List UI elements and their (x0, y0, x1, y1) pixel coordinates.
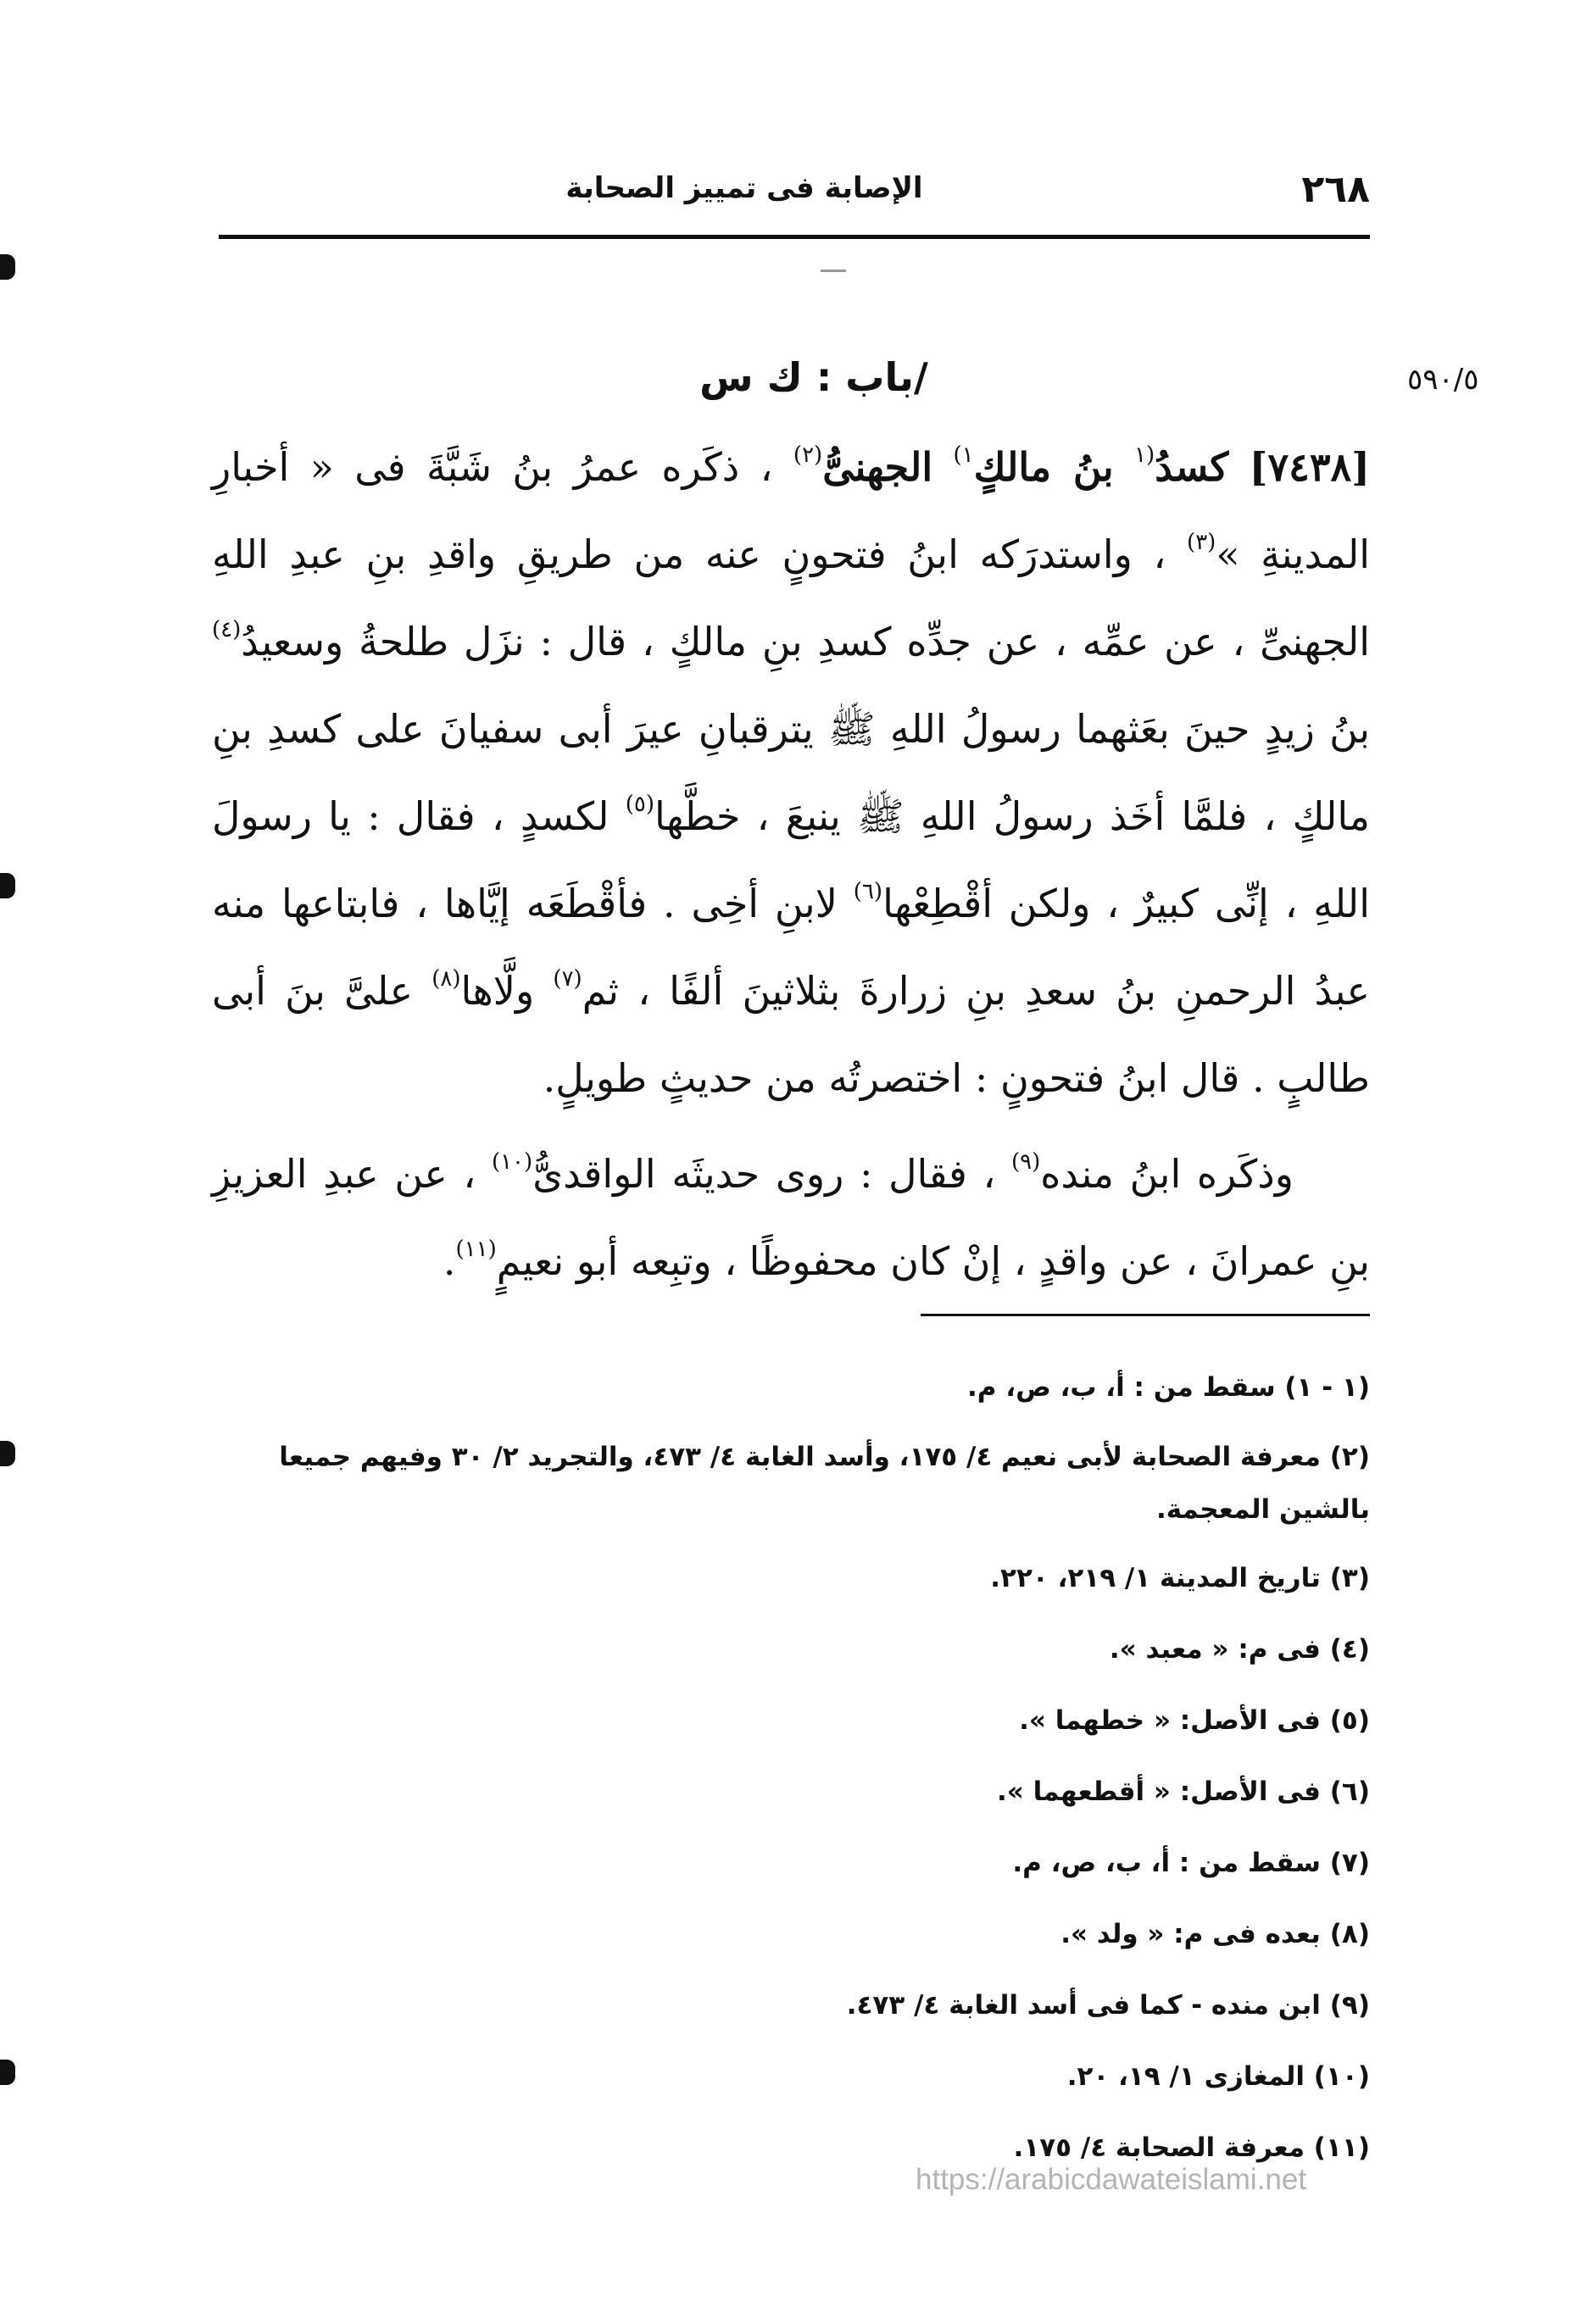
entry-name-2: بنُ مالكٍ (973, 444, 1114, 490)
footnote-10: (١٠) المغازى ١/ ١٩، ٢٠. (1066, 2061, 1370, 2092)
para2-text-4: . (443, 1238, 456, 1284)
binding-mark (0, 1441, 15, 1466)
entry-text-4: لكسدٍ ، فقال : يا رسولَ اللهِ ، إنِّى كبيرٌ ، ولكن أقْطِعْها (212, 793, 1370, 926)
footnote-ref-5: (٥) (625, 792, 655, 817)
entry-name-3: الجهنىُّ (822, 444, 933, 490)
footnote-7: (٧) سقط من : أ، ب، ص، م. (1012, 1848, 1370, 1878)
footnote-ref-9: (٩) (1010, 1149, 1041, 1175)
footnote-6: (٦) فى الأصل: « أقطعهما ». (997, 1776, 1370, 1807)
footnote-ref-8: (٨) (431, 966, 461, 992)
entry-number: [٧٤٣٨] (1249, 444, 1371, 490)
entry-text-1: ، ذكَره عمرُ بنُ شَبَّةَ فى « أخبارِ المدينةِ » (212, 444, 1370, 577)
footnote-ref-1a: (١ (1134, 442, 1155, 468)
footnote-ref-11: (١١) (455, 1237, 497, 1262)
binding-mark (0, 2060, 15, 2085)
footnote-2: (٢) معرفة الصحابة لأبى نعيم ٤/ ١٧٥، وأسد الغابة ٤/ ٤٧٣، والتجريد ٢/ ٣٠ وفيهم جميعا بالشين المعجمة. (279, 1442, 1370, 1525)
footnote-8: (٨) بعده فى م: « ولد ». (1060, 1919, 1370, 1949)
entry-name-1: كسدُ (1155, 444, 1229, 490)
footnote-ref-1b: ١) (953, 442, 974, 468)
footnote-ref-7: (٧) (553, 966, 582, 992)
footnote-9: (٩) ابن منده - كما فى أسد الغابة ٤/ ٤٧٣. (846, 1990, 1370, 2021)
page-number: ٢٦٨ (1301, 168, 1370, 211)
entry-text-7: علىَّ بنَ أبى طالبٍ . قال ابنُ فتحونٍ : اختصرتُه من حديثٍ طويلٍ. (212, 968, 1370, 1101)
entry-paragraph-2 (212, 1131, 1370, 1305)
page-header (220, 161, 1370, 220)
entry-text-6: ولَّاها (460, 968, 535, 1014)
footnote-4: (٤) فى م: « معبد ». (1109, 1634, 1370, 1665)
para2-text-3: ، عن عبدِ العزيزِ بنِ عمرانَ ، عن واقدٍ ، إنْ كان محفوظًا ، وتبِعه أبو نعيمٍ (212, 1151, 1370, 1284)
footnote-ref-3: (٣) (1187, 530, 1216, 555)
binding-mark (0, 254, 15, 280)
footnote-ref-4: (٤) (212, 617, 242, 642)
entry-text-3: بنُ زيدٍ حينَ بعَثهما رسولُ اللهِ ﷺ يترقبانِ عيرَ أبى سفيانَ على كسدِ بنِ مالكٍ ، فلمَّا أخَذ رسولُ اللهِ ﷺ ينبعَ ، خطَّها (212, 706, 1371, 839)
header-rule (219, 235, 1370, 239)
header-dash (821, 270, 846, 272)
chapter-heading: /باب : ك س (699, 354, 928, 400)
entry-paragraph-1 (212, 424, 1370, 1122)
watermark-url: https://arabicdawateislami.net (916, 2163, 1307, 2196)
binding-mark (0, 873, 15, 898)
footnotes (208, 1359, 1370, 2191)
footnote-ref-6: (٦) (853, 879, 883, 904)
footnote-1: (١ - ١) سقط من : أ، ب، ص، م. (967, 1372, 1370, 1403)
footnote-ref-10: (١٠) (491, 1149, 533, 1175)
footnote-5: (٥) فى الأصل: « خطهما ». (1019, 1705, 1370, 1736)
para2-text-1: وذكَره ابنُ منده (1040, 1151, 1294, 1197)
footnote-ref-2: (٢) (793, 442, 823, 468)
footnote-11: (١١) معرفة الصحابة ٤/ ١٧٥. (1013, 2132, 1370, 2163)
running-title: الإصابة فى تمييز الصحابة (565, 171, 923, 205)
entry-text-5: لابنِ أخِى . فأقْطَعَه إيَّاها ، فابتاعها منه عبدُ الرحمنِ بنُ سعدِ بنِ زرارةَ بثلاثينَ ألفًا ، ثم (212, 881, 1370, 1014)
entry-text-2: ، واستدرَكه ابنُ فتحونٍ عنه من طريقِ واقدِ بنِ عبدِ اللهِ الجهنىِّ ، عن عمِّه ، عن جدِّه كسدِ بنِ مالكٍ ، قال : نزَل طلحةُ وسعيدُ (212, 531, 1370, 664)
margin-reference: ٥٩٠/٥ (1407, 363, 1479, 397)
entry-text (212, 424, 1370, 1305)
para2-text-2: ، فقال : روى حديثَه الواقدىُّ (532, 1151, 996, 1197)
footnote-3: (٣) تاريخ المدينة ١/ ٢١٩، ٢٢٠. (990, 1563, 1370, 1593)
footnote-rule (921, 1314, 1370, 1316)
